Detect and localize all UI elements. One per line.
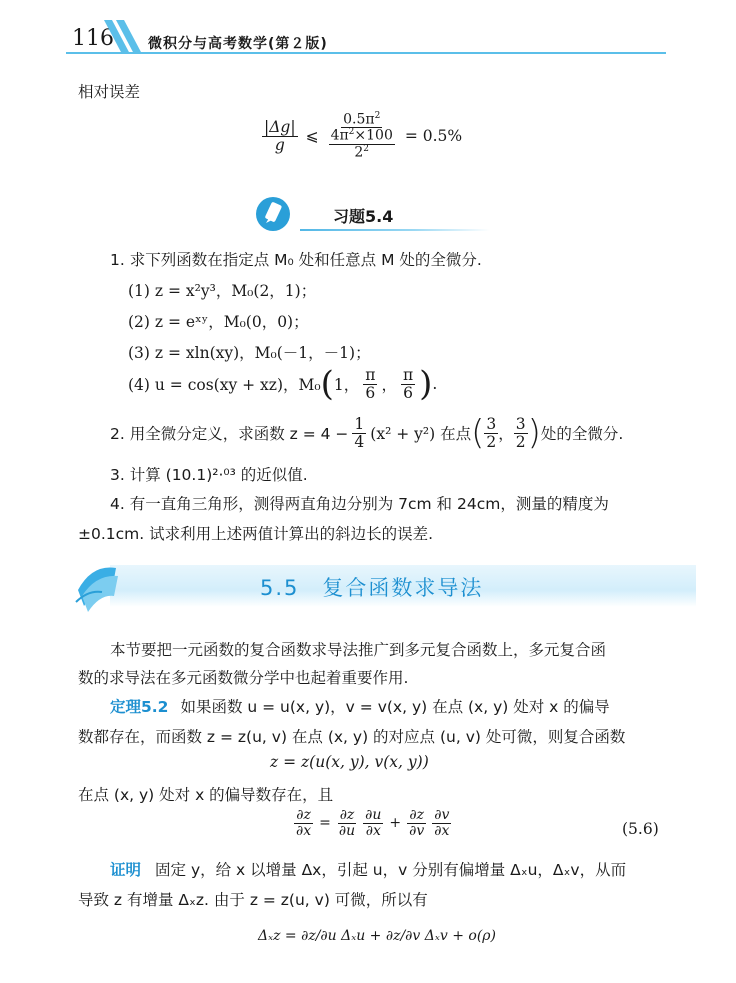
lhs-numerator: |Δg| [264,118,296,137]
q1-item-4-text: (4) u = cos(xy + xz)，M₀ [128,376,321,394]
last-equation: Δₓz = ∂z/∂u Δₓu + ∂z/∂v Δₓv + o(ρ) [258,928,496,944]
q2-fraction: $\frac{1}{4}$ [354,415,365,451]
pencil-icon [255,196,291,232]
q1-item-3: (3) z = xln(xy)，M₀(－1，－1)； [128,344,371,362]
rhs-den-denominator: 2 [354,144,364,161]
rhs-den-numerator-tail: ×100 [354,128,393,144]
book-title: 微积分与高考数学(第２版) [148,36,328,52]
q1-item-4-c: $\frac{\pi}{6}$ [402,366,414,402]
q1-item-1: (1) z = x²y³，M₀(2，1)； [128,282,317,300]
section-title: 5.5 复合函数求导法 [260,576,484,600]
question-2: 2. 用全微分定义，求函数 z = 4 − $\frac{1}{4}$ (x² + y²) 在点 ( $\frac{3}{2}$ ， $\frac{3}{2}$ ) 处的全微分. [110,413,624,453]
lhs-fraction [262,119,298,153]
q2-mid: (x² + y²) 在点 [370,425,472,443]
q1-item-2: (2) z = eˣʸ，M₀(0，0)； [128,313,309,331]
proof-line-2: 导致 z 有增量 Δₓz. 由于 z = z(u, v) 可微，所以有 [78,891,428,909]
proof-label: 证明 [110,861,142,879]
question-1: 1. 求下列函数在指定点 M₀ 处和任意点 M 处的全微分. [110,251,482,269]
relation-sign: ⩽ [305,127,319,146]
rhs-den-numerator: 4π [330,128,349,144]
relative-error-formula [262,112,462,160]
q1-item-4-b: $\frac{\pi}{6}$ [365,366,376,402]
theorem-line-2: 数都存在，而函数 z = z(u, v) 在点 (x, y) 的对应点 (u, v) 处可微，则复合函数 [78,728,626,746]
question-4-line-2: ±0.1cm. 试求利用上述两值计算出的斜边长的误差. [78,525,434,543]
header-rule [66,52,666,54]
composite-function: z = z(u(x, y), v(x, y)) [270,753,429,771]
theorem-line-1 [110,695,610,717]
theorem-label: 定理5.2 [110,698,169,716]
q2-point-y: $\frac{3}{2}$ [515,415,526,451]
exercise-underline [300,229,490,231]
book-icon [72,560,124,618]
chain-rule-formula: $\frac{\partial z}{\partial x}$ = $\frac{\partial z}{\partial u}$ $\frac{\partial u}{\partial x}$ + $\frac{\partial z}{\partial v}$ $\frac{\partial v}{\partial x}$ [296,807,450,839]
proof-line-1-text: 固定 y，给 x 以增量 Δx，引起 u，v 分别有偏增量 Δₓu，Δₓv，从而 [155,861,627,879]
lhs-denominator: g [274,135,285,154]
paragraph-1-line-2: 数的求导法在多元函数微分学中也起着重要作用. [78,669,409,687]
rhs-numerator: 0.5π [343,111,375,128]
proof-line-1 [110,858,626,880]
q1-item-4-a: 1， [333,376,360,394]
exercise-title: 习题5.4 [333,207,394,226]
question-4-line-1: 4. 有一直角三角形，测得两直角边分别为 7cm 和 24cm，测量的精度为 [110,495,609,513]
page-number: 116 [72,26,114,51]
relative-error-label: 相对误差 [78,83,141,101]
q1-item-4: (4) u = cos(xy + xz)，M₀ ( 1， $\frac{\pi}{6}$ ， $\frac{\pi}{6}$ ) . [128,364,438,404]
q1-item-4-end: . [432,375,438,393]
q2-post: 处的全微分. [540,425,624,443]
equation-number: (5.6) [622,820,659,838]
q2-point-x: $\frac{3}{2}$ [486,415,497,451]
rhs-fraction: $\frac{0.5\pi^2}{\frac{4\pi^2\times 100}{2^2}}$ [330,111,393,161]
after-composite: 在点 (x, y) 处对 x 的偏导数存在，且 [78,786,334,804]
q2-pre: 2. 用全微分定义，求函数 z = 4 − [110,425,349,443]
header-stripes-icon [100,20,146,54]
question-3: 3. 计算 (10.1)²·⁰³ 的近似值. [110,466,308,484]
paragraph-1-line-1: 本节要把一元函数的复合函数求导法推广到多元复合函数上，多元复合函 [110,641,607,659]
relative-error-result: = 0.5% [404,127,463,146]
theorem-line-1-text: 如果函数 u = u(x, y)，v = v(x, y) 在点 (x, y) 处对 x 的偏导 [180,698,610,716]
